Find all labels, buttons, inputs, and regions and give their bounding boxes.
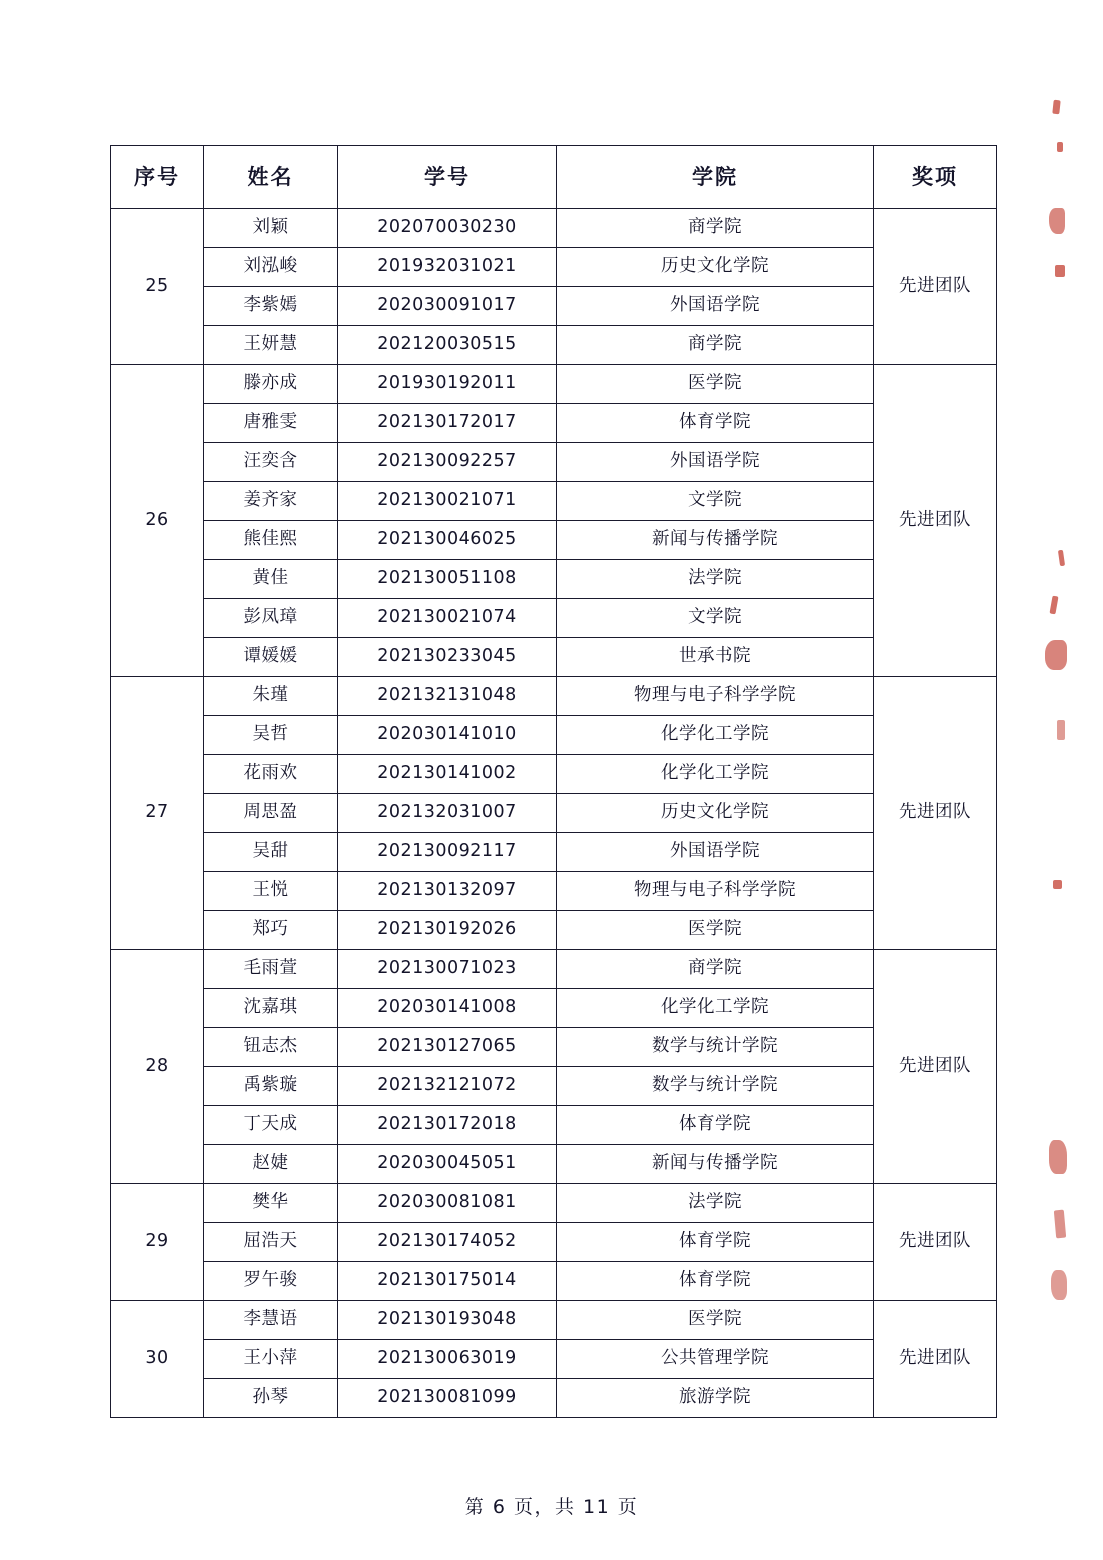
table-row [111,1067,997,1106]
student-name-cell: 钮志杰 [204,1028,338,1067]
student-name-cell: 彭凤璋 [204,599,338,638]
table-header-row [111,146,997,209]
table-row [111,872,997,911]
student-name-cell: 丁天成 [204,1106,338,1145]
row-index-cell: 29 [111,1184,204,1301]
table-row [111,1301,997,1340]
college-cell: 化学化工学院 [557,755,874,794]
table-row [111,1340,997,1379]
student-id-cell: 202130063019 [338,1340,557,1379]
award-cell: 先进团队 [874,365,997,677]
college-cell: 法学院 [557,1184,874,1223]
scan-margin-marks [1035,80,1095,1400]
student-name-cell: 禹紫璇 [204,1067,338,1106]
student-id-cell: 202132131048 [338,677,557,716]
college-cell: 医学院 [557,1301,874,1340]
table-row [111,1028,997,1067]
college-cell: 体育学院 [557,1262,874,1301]
college-cell: 体育学院 [557,1223,874,1262]
column-header-index: 序号 [111,146,204,209]
table-row [111,911,997,950]
student-id-cell: 202130141002 [338,755,557,794]
table-row [111,326,997,365]
student-name-cell: 唐雅雯 [204,404,338,443]
college-cell: 医学院 [557,365,874,404]
student-name-cell: 李紫嫣 [204,287,338,326]
student-id-cell: 202130046025 [338,521,557,560]
college-cell: 化学化工学院 [557,716,874,755]
student-id-cell: 202130193048 [338,1301,557,1340]
student-name-cell: 刘颖 [204,209,338,248]
student-id-cell: 202130092257 [338,443,557,482]
college-cell: 物理与电子科学学院 [557,677,874,716]
college-cell: 体育学院 [557,404,874,443]
student-name-cell: 孙琴 [204,1379,338,1418]
college-cell: 文学院 [557,482,874,521]
table-body [111,209,997,1418]
student-name-cell: 王小萍 [204,1340,338,1379]
row-index-cell: 28 [111,950,204,1184]
student-id-cell: 202030141008 [338,989,557,1028]
award-cell: 先进团队 [874,209,997,365]
table-row [111,1262,997,1301]
student-id-cell: 202030045051 [338,1145,557,1184]
row-index-cell: 27 [111,677,204,950]
college-cell: 数学与统计学院 [557,1067,874,1106]
table-row [111,677,997,716]
college-cell: 外国语学院 [557,443,874,482]
table-row [111,521,997,560]
student-id-cell: 202130174052 [338,1223,557,1262]
table-row [111,794,997,833]
college-cell: 世承书院 [557,638,874,677]
college-cell: 商学院 [557,326,874,365]
student-id-cell: 202130021074 [338,599,557,638]
college-cell: 商学院 [557,950,874,989]
award-cell: 先进团队 [874,950,997,1184]
table-row [111,1184,997,1223]
college-cell: 化学化工学院 [557,989,874,1028]
table-row [111,989,997,1028]
table-row [111,1106,997,1145]
student-id-cell: 202130127065 [338,1028,557,1067]
student-name-cell: 熊佳熙 [204,521,338,560]
table-row [111,833,997,872]
table-row [111,443,997,482]
student-name-cell: 花雨欢 [204,755,338,794]
student-name-cell: 毛雨萱 [204,950,338,989]
student-name-cell: 王妍慧 [204,326,338,365]
student-id-cell: 202030091017 [338,287,557,326]
table-row [111,1223,997,1262]
student-name-cell: 赵婕 [204,1145,338,1184]
award-cell: 先进团队 [874,1301,997,1418]
student-id-cell: 202130051108 [338,560,557,599]
student-id-cell: 202030081081 [338,1184,557,1223]
student-id-cell: 202130092117 [338,833,557,872]
student-id-cell: 202030141010 [338,716,557,755]
student-name-cell: 黄佳 [204,560,338,599]
college-cell: 医学院 [557,911,874,950]
table-row [111,1145,997,1184]
student-id-cell: 202132031007 [338,794,557,833]
table-row [111,599,997,638]
student-id-cell: 202120030515 [338,326,557,365]
student-name-cell: 汪奕含 [204,443,338,482]
student-name-cell: 吴哲 [204,716,338,755]
college-cell: 文学院 [557,599,874,638]
student-name-cell: 罗午骏 [204,1262,338,1301]
table-row [111,482,997,521]
college-cell: 商学院 [557,209,874,248]
college-cell: 历史文化学院 [557,794,874,833]
row-index-cell: 30 [111,1301,204,1418]
award-cell: 先进团队 [874,1184,997,1301]
student-id-cell: 202130071023 [338,950,557,989]
college-cell: 法学院 [557,560,874,599]
student-id-cell: 202130081099 [338,1379,557,1418]
student-name-cell: 谭媛媛 [204,638,338,677]
college-cell: 公共管理学院 [557,1340,874,1379]
award-list-table [110,145,997,1418]
row-index-cell: 25 [111,209,204,365]
column-header-name: 姓名 [204,146,338,209]
student-name-cell: 吴甜 [204,833,338,872]
college-cell: 旅游学院 [557,1379,874,1418]
student-name-cell: 姜齐家 [204,482,338,521]
page-footer: 第 6 页，共 11 页 [464,1496,639,1518]
table-row [111,716,997,755]
student-id-cell: 202130172017 [338,404,557,443]
table-row [111,1379,997,1418]
award-list-table-container [110,145,996,1418]
student-name-cell: 滕亦成 [204,365,338,404]
college-cell: 外国语学院 [557,833,874,872]
table-row [111,287,997,326]
student-id-cell: 202130233045 [338,638,557,677]
student-id-cell: 201930192011 [338,365,557,404]
student-id-cell: 201932031021 [338,248,557,287]
table-row [111,950,997,989]
column-header-award: 奖项 [874,146,997,209]
award-cell: 先进团队 [874,677,997,950]
student-id-cell: 202132121072 [338,1067,557,1106]
student-name-cell: 李慧语 [204,1301,338,1340]
student-name-cell: 刘泓峻 [204,248,338,287]
table-row [111,560,997,599]
table-row [111,755,997,794]
student-name-cell: 沈嘉琪 [204,989,338,1028]
student-name-cell: 王悦 [204,872,338,911]
college-cell: 新闻与传播学院 [557,521,874,560]
student-id-cell: 202130021071 [338,482,557,521]
table-row [111,404,997,443]
student-id-cell: 202130175014 [338,1262,557,1301]
table-row [111,248,997,287]
student-name-cell: 郑巧 [204,911,338,950]
column-header-student-id: 学号 [338,146,557,209]
column-header-college: 学院 [557,146,874,209]
college-cell: 数学与统计学院 [557,1028,874,1067]
student-id-cell: 202130172018 [338,1106,557,1145]
row-index-cell: 26 [111,365,204,677]
college-cell: 体育学院 [557,1106,874,1145]
student-id-cell: 202130192026 [338,911,557,950]
college-cell: 物理与电子科学学院 [557,872,874,911]
student-name-cell: 周思盈 [204,794,338,833]
student-name-cell: 朱瑾 [204,677,338,716]
student-id-cell: 202130132097 [338,872,557,911]
table-head [111,146,997,209]
student-id-cell: 202070030230 [338,209,557,248]
student-name-cell: 屈浩天 [204,1223,338,1262]
table-row [111,209,997,248]
table-row [111,365,997,404]
table-row [111,638,997,677]
college-cell: 历史文化学院 [557,248,874,287]
college-cell: 外国语学院 [557,287,874,326]
college-cell: 新闻与传播学院 [557,1145,874,1184]
student-name-cell: 樊华 [204,1184,338,1223]
